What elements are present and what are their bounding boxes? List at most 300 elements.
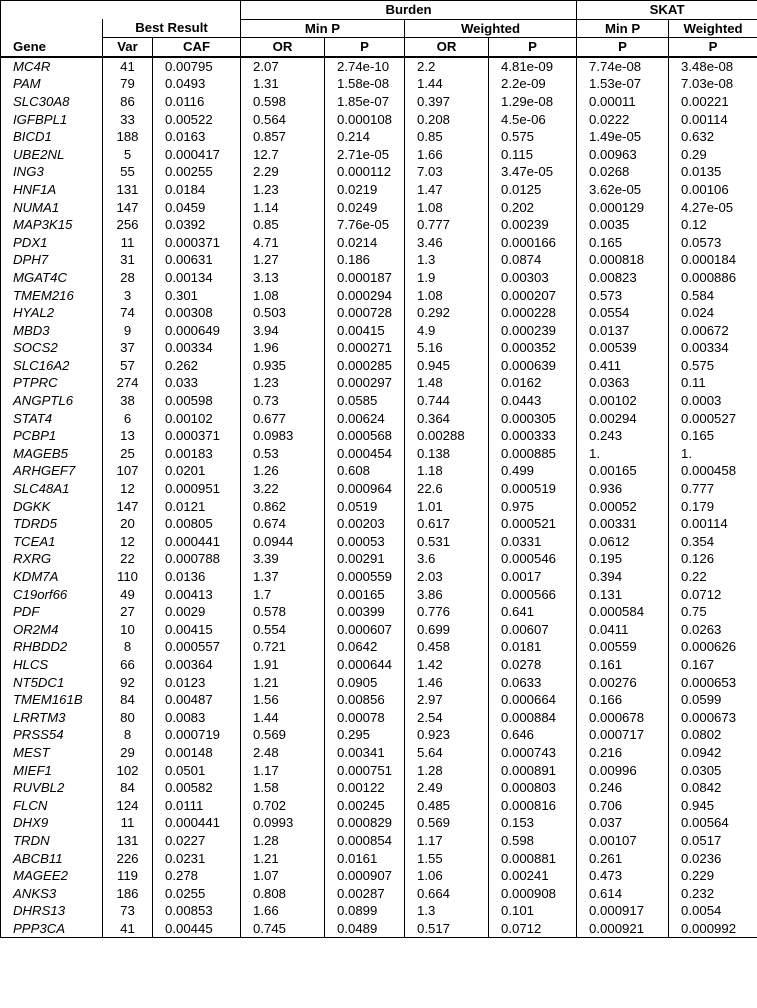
skat-weighted-cell: 0.0135 (669, 163, 757, 181)
weighted-p-cell: 0.000891 (489, 762, 577, 780)
min-p-p-cell: 0.000454 (325, 445, 405, 463)
skat-weighted-cell: 4.27e-05 (669, 199, 757, 217)
weighted-p-cell: 0.000881 (489, 850, 577, 868)
gene-cell: C19orf66 (1, 586, 103, 604)
header-blank-group (1, 1, 241, 20)
caf-cell: 0.0493 (153, 75, 241, 93)
var-cell: 9 (103, 322, 153, 340)
caf-cell: 0.0029 (153, 603, 241, 621)
min-p-p-cell: 0.00245 (325, 797, 405, 815)
min-p-p-cell: 0.608 (325, 462, 405, 480)
table-row (1, 75, 757, 93)
weighted-or-cell: 1.08 (405, 287, 489, 305)
caf-cell: 0.0201 (153, 462, 241, 480)
weighted-p-cell: 0.641 (489, 603, 577, 621)
gene-cell: TDRD5 (1, 515, 103, 533)
table-row (1, 867, 757, 885)
gene-cell: PAM (1, 75, 103, 93)
table-row (1, 850, 757, 868)
col-caf: CAF (153, 38, 241, 57)
table-row (1, 586, 757, 604)
var-cell: 84 (103, 691, 153, 709)
gene-cell: PCBP1 (1, 427, 103, 445)
caf-cell: 0.0121 (153, 498, 241, 516)
table-row (1, 234, 757, 252)
table-row (1, 550, 757, 568)
skat-min-p-cell: 0.131 (577, 586, 669, 604)
skat-min-p-cell: 0.0411 (577, 621, 669, 639)
table-row (1, 93, 757, 111)
table-row (1, 357, 757, 375)
weighted-p-cell: 0.000743 (489, 744, 577, 762)
weighted-p-cell: 0.153 (489, 814, 577, 832)
gene-cell: DGKK (1, 498, 103, 516)
skat-min-p-cell: 0.000584 (577, 603, 669, 621)
weighted-p-cell: 0.0874 (489, 251, 577, 269)
weighted-or-cell: 1.17 (405, 832, 489, 850)
weighted-p-cell: 4.5e-06 (489, 111, 577, 129)
weighted-p-cell: 0.0443 (489, 392, 577, 410)
table-row (1, 885, 757, 903)
var-cell: 110 (103, 568, 153, 586)
caf-cell: 0.262 (153, 357, 241, 375)
caf-cell: 0.0163 (153, 128, 241, 146)
weighted-or-cell: 0.776 (405, 603, 489, 621)
min-p-or-cell: 0.808 (241, 885, 325, 903)
var-cell: 13 (103, 427, 153, 445)
var-cell: 25 (103, 445, 153, 463)
min-p-p-cell: 2.74e-10 (325, 57, 405, 76)
caf-cell: 0.0231 (153, 850, 241, 868)
weighted-p-cell: 0.000566 (489, 586, 577, 604)
table-row (1, 533, 757, 551)
var-cell: 8 (103, 638, 153, 656)
weighted-or-cell: 2.97 (405, 691, 489, 709)
var-cell: 79 (103, 75, 153, 93)
min-p-or-cell: 0.503 (241, 304, 325, 322)
caf-cell: 0.000788 (153, 550, 241, 568)
weighted-or-cell: 1.55 (405, 850, 489, 868)
min-p-or-cell: 12.7 (241, 146, 325, 164)
var-cell: 147 (103, 199, 153, 217)
skat-min-p-cell: 0.573 (577, 287, 669, 305)
gene-cell: ANGPTL6 (1, 392, 103, 410)
gene-cell: NT5DC1 (1, 674, 103, 692)
var-cell: 107 (103, 462, 153, 480)
gene-cell: FLCN (1, 797, 103, 815)
weighted-or-cell: 0.85 (405, 128, 489, 146)
min-p-p-cell: 7.76e-05 (325, 216, 405, 234)
weighted-p-cell: 0.0125 (489, 181, 577, 199)
table-row (1, 621, 757, 639)
min-p-or-cell: 1.7 (241, 586, 325, 604)
var-cell: 186 (103, 885, 153, 903)
skat-weighted-cell: 0.00564 (669, 814, 757, 832)
table-row (1, 163, 757, 181)
min-p-p-cell: 0.00203 (325, 515, 405, 533)
var-cell: 29 (103, 744, 153, 762)
skat-weighted-cell: 0.11 (669, 374, 757, 392)
skat-min-p-cell: 0.161 (577, 656, 669, 674)
table-row (1, 181, 757, 199)
weighted-or-cell: 0.945 (405, 357, 489, 375)
header-row-columns (1, 38, 757, 57)
skat-min-p-cell: 0.00102 (577, 392, 669, 410)
var-cell: 86 (103, 93, 153, 111)
weighted-or-cell: 0.485 (405, 797, 489, 815)
var-cell: 41 (103, 920, 153, 938)
caf-cell: 0.00522 (153, 111, 241, 129)
min-p-or-cell: 0.745 (241, 920, 325, 938)
weighted-or-cell: 2.54 (405, 709, 489, 727)
weighted-p-cell: 0.0278 (489, 656, 577, 674)
min-p-p-cell: 0.0219 (325, 181, 405, 199)
min-p-or-cell: 3.94 (241, 322, 325, 340)
table-row (1, 216, 757, 234)
gene-cell: TMEM161B (1, 691, 103, 709)
header-burden-weighted: Weighted (405, 19, 577, 38)
skat-weighted-cell: 0.00106 (669, 181, 757, 199)
weighted-p-cell: 0.0181 (489, 638, 577, 656)
header-blank-sub (1, 19, 103, 38)
min-p-p-cell: 0.0519 (325, 498, 405, 516)
gene-cell: OR2M4 (1, 621, 103, 639)
header-row-subgroups (1, 19, 757, 38)
weighted-p-cell: 0.000803 (489, 779, 577, 797)
gene-cell: DHX9 (1, 814, 103, 832)
weighted-p-cell: 0.0162 (489, 374, 577, 392)
min-p-or-cell: 1.28 (241, 832, 325, 850)
table-row (1, 902, 757, 920)
weighted-p-cell: 0.000816 (489, 797, 577, 815)
weighted-p-cell: 0.115 (489, 146, 577, 164)
min-p-p-cell: 0.0585 (325, 392, 405, 410)
caf-cell: 0.00445 (153, 920, 241, 938)
skat-weighted-cell: 0.0599 (669, 691, 757, 709)
min-p-or-cell: 0.554 (241, 621, 325, 639)
skat-weighted-cell: 0.0054 (669, 902, 757, 920)
gene-cell: MAGEB5 (1, 445, 103, 463)
weighted-p-cell: 0.000166 (489, 234, 577, 252)
min-p-p-cell: 1.85e-07 (325, 93, 405, 111)
min-p-or-cell: 1.27 (241, 251, 325, 269)
weighted-p-cell: 0.00303 (489, 269, 577, 287)
min-p-or-cell: 0.0993 (241, 814, 325, 832)
weighted-or-cell: 1.47 (405, 181, 489, 199)
caf-cell: 0.00183 (153, 445, 241, 463)
weighted-or-cell: 1.08 (405, 199, 489, 217)
skat-min-p-cell: 0.00294 (577, 410, 669, 428)
table-body (1, 57, 757, 938)
skat-min-p-cell: 0.166 (577, 691, 669, 709)
skat-weighted-cell: 0.0942 (669, 744, 757, 762)
skat-weighted-cell: 7.03e-08 (669, 75, 757, 93)
weighted-p-cell: 4.81e-09 (489, 57, 577, 76)
skat-weighted-cell: 0.354 (669, 533, 757, 551)
skat-weighted-cell: 0.75 (669, 603, 757, 621)
skat-min-p-cell: 0.0268 (577, 163, 669, 181)
min-p-p-cell: 0.00122 (325, 779, 405, 797)
gene-cell: RHBDD2 (1, 638, 103, 656)
table-row (1, 814, 757, 832)
caf-cell: 0.00134 (153, 269, 241, 287)
weighted-or-cell: 0.923 (405, 726, 489, 744)
gene-cell: DHRS13 (1, 902, 103, 920)
min-p-p-cell: 0.0489 (325, 920, 405, 938)
min-p-or-cell: 1.23 (241, 374, 325, 392)
caf-cell: 0.000371 (153, 427, 241, 445)
table-row (1, 498, 757, 516)
table-row (1, 797, 757, 815)
skat-weighted-cell: 0.0263 (669, 621, 757, 639)
skat-weighted-cell: 0.000626 (669, 638, 757, 656)
caf-cell: 0.00415 (153, 621, 241, 639)
col-skat-weighted: P (669, 38, 757, 57)
skat-weighted-cell: 0.0802 (669, 726, 757, 744)
weighted-p-cell: 0.000521 (489, 515, 577, 533)
header-burden: Burden (241, 1, 577, 20)
weighted-or-cell: 2.2 (405, 57, 489, 76)
skat-min-p-cell: 0.00011 (577, 93, 669, 111)
skat-min-p-cell: 0.706 (577, 797, 669, 815)
skat-weighted-cell: 0.0842 (669, 779, 757, 797)
weighted-or-cell: 1.46 (405, 674, 489, 692)
weighted-p-cell: 0.000352 (489, 339, 577, 357)
skat-min-p-cell: 0.000717 (577, 726, 669, 744)
weighted-p-cell: 2.2e-09 (489, 75, 577, 93)
skat-weighted-cell: 0.179 (669, 498, 757, 516)
skat-min-p-cell: 0.00539 (577, 339, 669, 357)
var-cell: 119 (103, 867, 153, 885)
var-cell: 8 (103, 726, 153, 744)
min-p-p-cell: 0.000559 (325, 568, 405, 586)
skat-min-p-cell: 0.0612 (577, 533, 669, 551)
min-p-or-cell: 1.37 (241, 568, 325, 586)
gene-cell: TRDN (1, 832, 103, 850)
weighted-p-cell: 3.47e-05 (489, 163, 577, 181)
skat-weighted-cell: 0.000527 (669, 410, 757, 428)
col-weighted-p: P (489, 38, 577, 57)
min-p-p-cell: 0.0161 (325, 850, 405, 868)
var-cell: 6 (103, 410, 153, 428)
table-row (1, 638, 757, 656)
weighted-p-cell: 0.000333 (489, 427, 577, 445)
min-p-p-cell: 0.000607 (325, 621, 405, 639)
caf-cell: 0.00631 (153, 251, 241, 269)
min-p-or-cell: 1.96 (241, 339, 325, 357)
skat-weighted-cell: 0.00672 (669, 322, 757, 340)
min-p-or-cell: 0.857 (241, 128, 325, 146)
weighted-or-cell: 0.569 (405, 814, 489, 832)
min-p-p-cell: 0.0249 (325, 199, 405, 217)
min-p-or-cell: 0.569 (241, 726, 325, 744)
var-cell: 20 (103, 515, 153, 533)
weighted-or-cell: 1.44 (405, 75, 489, 93)
skat-weighted-cell: 0.00114 (669, 111, 757, 129)
caf-cell: 0.00308 (153, 304, 241, 322)
weighted-p-cell: 0.101 (489, 902, 577, 920)
skat-min-p-cell: 3.62e-05 (577, 181, 669, 199)
gene-cell: ING3 (1, 163, 103, 181)
var-cell: 5 (103, 146, 153, 164)
skat-min-p-cell: 0.243 (577, 427, 669, 445)
var-cell: 66 (103, 656, 153, 674)
table-row (1, 128, 757, 146)
skat-min-p-cell: 0.0363 (577, 374, 669, 392)
gene-cell: RXRG (1, 550, 103, 568)
min-p-or-cell: 1.08 (241, 287, 325, 305)
skat-min-p-cell: 0.411 (577, 357, 669, 375)
table-row (1, 111, 757, 129)
col-gene: Gene (1, 38, 103, 57)
weighted-p-cell: 0.000885 (489, 445, 577, 463)
skat-weighted-cell: 0.000458 (669, 462, 757, 480)
caf-cell: 0.00255 (153, 163, 241, 181)
min-p-or-cell: 0.674 (241, 515, 325, 533)
gene-cell: HLCS (1, 656, 103, 674)
caf-cell: 0.00413 (153, 586, 241, 604)
min-p-p-cell: 0.000112 (325, 163, 405, 181)
gene-cell: PDX1 (1, 234, 103, 252)
var-cell: 27 (103, 603, 153, 621)
min-p-or-cell: 1.21 (241, 850, 325, 868)
gene-cell: SOCS2 (1, 339, 103, 357)
table-row (1, 251, 757, 269)
min-p-or-cell: 1.91 (241, 656, 325, 674)
weighted-p-cell: 0.00607 (489, 621, 577, 639)
skat-min-p-cell: 0.165 (577, 234, 669, 252)
table-row (1, 515, 757, 533)
table-row (1, 691, 757, 709)
gene-cell: MAP3K15 (1, 216, 103, 234)
min-p-p-cell: 0.000854 (325, 832, 405, 850)
skat-weighted-cell: 0.165 (669, 427, 757, 445)
min-p-p-cell: 0.00165 (325, 586, 405, 604)
skat-weighted-cell: 0.000653 (669, 674, 757, 692)
min-p-or-cell: 3.39 (241, 550, 325, 568)
skat-min-p-cell: 0.216 (577, 744, 669, 762)
weighted-p-cell: 0.000239 (489, 322, 577, 340)
min-p-or-cell: 0.578 (241, 603, 325, 621)
weighted-p-cell: 0.000305 (489, 410, 577, 428)
min-p-or-cell: 1.23 (241, 181, 325, 199)
skat-min-p-cell: 0.000818 (577, 251, 669, 269)
table-row (1, 410, 757, 428)
weighted-or-cell: 0.664 (405, 885, 489, 903)
table-row (1, 779, 757, 797)
table-row (1, 832, 757, 850)
skat-min-p-cell: 0.00052 (577, 498, 669, 516)
caf-cell: 0.00795 (153, 57, 241, 76)
skat-weighted-cell: 0.167 (669, 656, 757, 674)
var-cell: 57 (103, 357, 153, 375)
skat-min-p-cell: 0.000678 (577, 709, 669, 727)
gene-cell: MC4R (1, 57, 103, 76)
weighted-or-cell: 1.01 (405, 498, 489, 516)
weighted-or-cell: 0.397 (405, 93, 489, 111)
skat-weighted-cell: 0.0305 (669, 762, 757, 780)
skat-min-p-cell: 7.74e-08 (577, 57, 669, 76)
skat-min-p-cell: 1. (577, 445, 669, 463)
weighted-p-cell: 0.000908 (489, 885, 577, 903)
min-p-or-cell: 2.48 (241, 744, 325, 762)
weighted-p-cell: 0.000228 (489, 304, 577, 322)
gene-cell: PDF (1, 603, 103, 621)
skat-min-p-cell: 0.261 (577, 850, 669, 868)
gene-cell: SLC30A8 (1, 93, 103, 111)
min-p-or-cell: 0.935 (241, 357, 325, 375)
weighted-or-cell: 1.06 (405, 867, 489, 885)
skat-min-p-cell: 0.000917 (577, 902, 669, 920)
weighted-or-cell: 3.86 (405, 586, 489, 604)
weighted-or-cell: 0.364 (405, 410, 489, 428)
caf-cell: 0.000719 (153, 726, 241, 744)
header-skat: SKAT (577, 1, 757, 20)
min-p-p-cell: 0.00399 (325, 603, 405, 621)
caf-cell: 0.0083 (153, 709, 241, 727)
min-p-p-cell: 0.00291 (325, 550, 405, 568)
skat-weighted-cell: 0.0003 (669, 392, 757, 410)
skat-weighted-cell: 0.232 (669, 885, 757, 903)
skat-weighted-cell: 1. (669, 445, 757, 463)
weighted-p-cell: 0.00241 (489, 867, 577, 885)
caf-cell: 0.000951 (153, 480, 241, 498)
weighted-p-cell: 0.202 (489, 199, 577, 217)
min-p-p-cell: 0.0905 (325, 674, 405, 692)
header-skat-weighted: Weighted (669, 19, 757, 38)
gene-cell: MAGEE2 (1, 867, 103, 885)
min-p-p-cell: 0.000294 (325, 287, 405, 305)
weighted-p-cell: 0.000884 (489, 709, 577, 727)
caf-cell: 0.00102 (153, 410, 241, 428)
var-cell: 11 (103, 814, 153, 832)
skat-weighted-cell: 0.575 (669, 357, 757, 375)
col-skat-min-p: P (577, 38, 669, 57)
table-row (1, 339, 757, 357)
min-p-p-cell: 0.000568 (325, 427, 405, 445)
skat-min-p-cell: 0.936 (577, 480, 669, 498)
min-p-p-cell: 0.00053 (325, 533, 405, 551)
min-p-p-cell: 0.00078 (325, 709, 405, 727)
var-cell: 124 (103, 797, 153, 815)
caf-cell: 0.000441 (153, 533, 241, 551)
skat-weighted-cell: 0.29 (669, 146, 757, 164)
skat-weighted-cell: 0.0573 (669, 234, 757, 252)
min-p-p-cell: 0.000285 (325, 357, 405, 375)
skat-min-p-cell: 0.00996 (577, 762, 669, 780)
min-p-or-cell: 1.21 (241, 674, 325, 692)
min-p-p-cell: 0.0214 (325, 234, 405, 252)
weighted-p-cell: 0.000664 (489, 691, 577, 709)
min-p-p-cell: 0.000108 (325, 111, 405, 129)
min-p-p-cell: 0.00415 (325, 322, 405, 340)
gene-cell: BICD1 (1, 128, 103, 146)
caf-cell: 0.0255 (153, 885, 241, 903)
weighted-or-cell: 5.16 (405, 339, 489, 357)
weighted-or-cell: 1.18 (405, 462, 489, 480)
skat-weighted-cell: 0.000184 (669, 251, 757, 269)
skat-min-p-cell: 0.473 (577, 867, 669, 885)
caf-cell: 0.000441 (153, 814, 241, 832)
caf-cell: 0.301 (153, 287, 241, 305)
weighted-or-cell: 5.64 (405, 744, 489, 762)
caf-cell: 0.0227 (153, 832, 241, 850)
var-cell: 102 (103, 762, 153, 780)
var-cell: 92 (103, 674, 153, 692)
skat-min-p-cell: 0.00165 (577, 462, 669, 480)
min-p-or-cell: 0.721 (241, 638, 325, 656)
var-cell: 226 (103, 850, 153, 868)
